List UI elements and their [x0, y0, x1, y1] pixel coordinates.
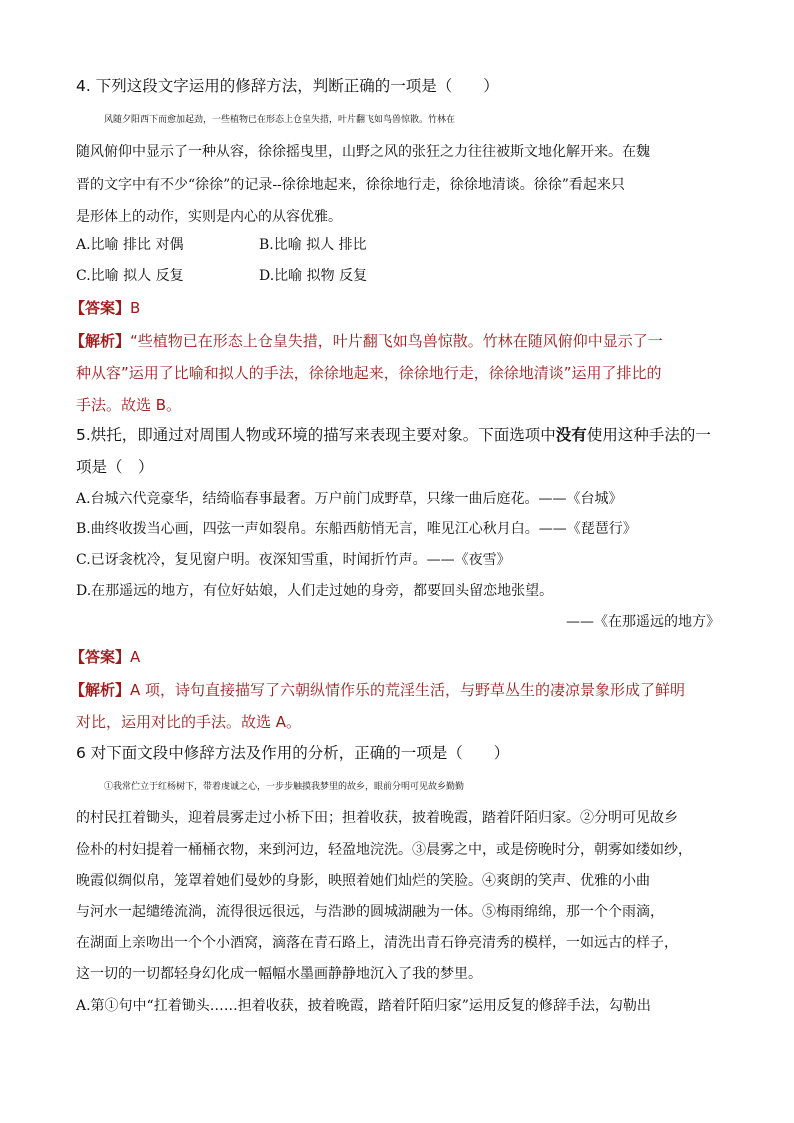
- q6-passage-line-3: 俭朴的村妇提着一桶桶衣物，来到河边，轻盈地浣洗。③晨雾之中，或是傍晚时分，朝雾如缕如纱，: [76, 842, 692, 858]
- q6-passage-line-2: 的村民扛着锄头，迎着晨雾走过小桥下田；担着收获，披着晚霞，踏着阡陌归家。②分明可见故乡: [76, 810, 678, 826]
- q4-passage-line-3: 晋的文字中有不少“徐徐”的记录--徐徐地起来，徐徐地行走，徐徐地清谈。徐徐”看起来只: [76, 177, 625, 193]
- q5-stem-part-2: 使用这种手法的一: [586, 426, 711, 444]
- q4-analysis-label: 【解析】: [70, 332, 131, 350]
- q4-answer-label: 【答案】: [70, 299, 131, 317]
- q5-answer: [70, 646, 720, 668]
- q6-passage-line-1: ①我常伫立于红杨树下，带着虔诚之心，一步步触摸我梦里的故乡，眼前分明可见故乡勤勤: [104, 782, 465, 792]
- q4-analysis-text-1: “些植物已在形态上仓皇失措，叶片翻飞如鸟兽惊散。竹林在随风俯仰中显示了一: [130, 332, 663, 350]
- q5-option-d: D.在那遥远的地方，有位好姑娘，人们走过她的身旁，都要回头留恋地张望。: [76, 583, 554, 599]
- q5-answer-label: 【答案】: [70, 648, 131, 666]
- q4-option-d: D.比喻 拟物 反复: [259, 268, 368, 284]
- q5-stem: [76, 424, 726, 446]
- q5-analysis-line-1: [70, 679, 720, 701]
- q6-option-a: A.第①句中“扛着锄头……担着收获，披着晚霞，踏着阡陌归家”运用反复的修辞手法，勾勒出: [76, 998, 651, 1014]
- q4-passage-line-1: 风随夕阳西下而愈加起劲，一些植物已在形态上仓皇失措，叶片翻飞如鸟兽惊散。竹林在: [104, 115, 456, 125]
- q4-passage-line-4: 是形体上的动作，实则是内心的从容优雅。: [76, 209, 342, 225]
- q5-option-c: C.已讶衾枕冷，复见窗户明。夜深知雪重，时闻折竹声。——《夜雪》: [76, 552, 511, 568]
- q5-analysis-text-1: A 项，诗句直接描写了六朝纵情作乐的荒淫生活，与野草丛生的凄凉景象形成了鲜明: [130, 681, 686, 699]
- q4-passage-line-2: 随风俯仰中显示了一种从容，徐徐摇曳里，山野之风的张狂之力往往被斯文地化解开来。在魏: [76, 144, 650, 160]
- q4-analysis-line-1: [70, 330, 720, 352]
- q4-analysis-line-3: 手法。故选 B。: [76, 396, 182, 414]
- q4-option-a: A.比喻 排比 对偶: [76, 237, 184, 253]
- q4-answer: [70, 297, 720, 319]
- q5-answer-value: A: [130, 648, 141, 666]
- q5-analysis-line-2: 对比，运用对比的手法。故选 A。: [76, 713, 302, 731]
- q6-passage-line-7: 这一切的一切都轻身幻化成一幅幅水墨画静静地沉入了我的梦里。: [76, 966, 482, 982]
- q4-option-c: C.比喻 拟人 反复: [76, 268, 184, 284]
- q5-stem-line-2: 项是（ ）: [76, 458, 154, 476]
- q4-stem: 4. 下列这段文字运用的修辞方法，判断正确的一项是（ ）: [76, 77, 499, 95]
- q5-stem-part-1: 5.烘托，即通过对周围人物或环境的描写来表现主要对象。下面选项中: [76, 426, 556, 444]
- q5-stem-emphasis: 没有: [555, 426, 587, 444]
- q5-option-d-source: ——《在那遥远的地方》: [566, 614, 720, 630]
- q5-analysis-label: 【解析】: [70, 681, 131, 699]
- q4-option-b: B.比喻 拟人 排比: [259, 237, 367, 253]
- q6-stem: 6 对下面文段中修辞方法及作用的分析，正确的一项是（ ）: [76, 744, 510, 762]
- q6-passage-line-5: 与河水一起缱绻流淌，流得很远很远，与浩渺的圆城湖融为一体。⑤梅雨绵绵，那一个个雨滴，: [76, 904, 664, 920]
- q4-answer-value: B: [130, 299, 141, 317]
- q5-option-a: A.台城六代竞豪华，结绮临春事最奢。万户前门成野草，只缘一曲后庭花。——《台城》: [76, 491, 623, 507]
- q6-passage-line-6: 在湖面上亲吻出一个个小酒窝，滴落在青石路上，清洗出青石铮亮清秀的模样，一如远古的样子，: [76, 935, 678, 951]
- q6-passage-line-4: 晚霞似绸似帛，笼罩着她们曼妙的身影，映照着她们灿烂的笑脸。④爽朗的笑声、优雅的小曲: [76, 873, 650, 889]
- q4-analysis-line-2: 种从容”运用了比喻和拟人的手法，徐徐地起来，徐徐地行走，徐徐地清谈”运用了排比的: [76, 364, 662, 382]
- q5-option-b: B.曲终收拨当心画，四弦一声如裂帛。东船西舫悄无言，唯见江心秋月白。——《琵琶行》: [76, 521, 637, 537]
